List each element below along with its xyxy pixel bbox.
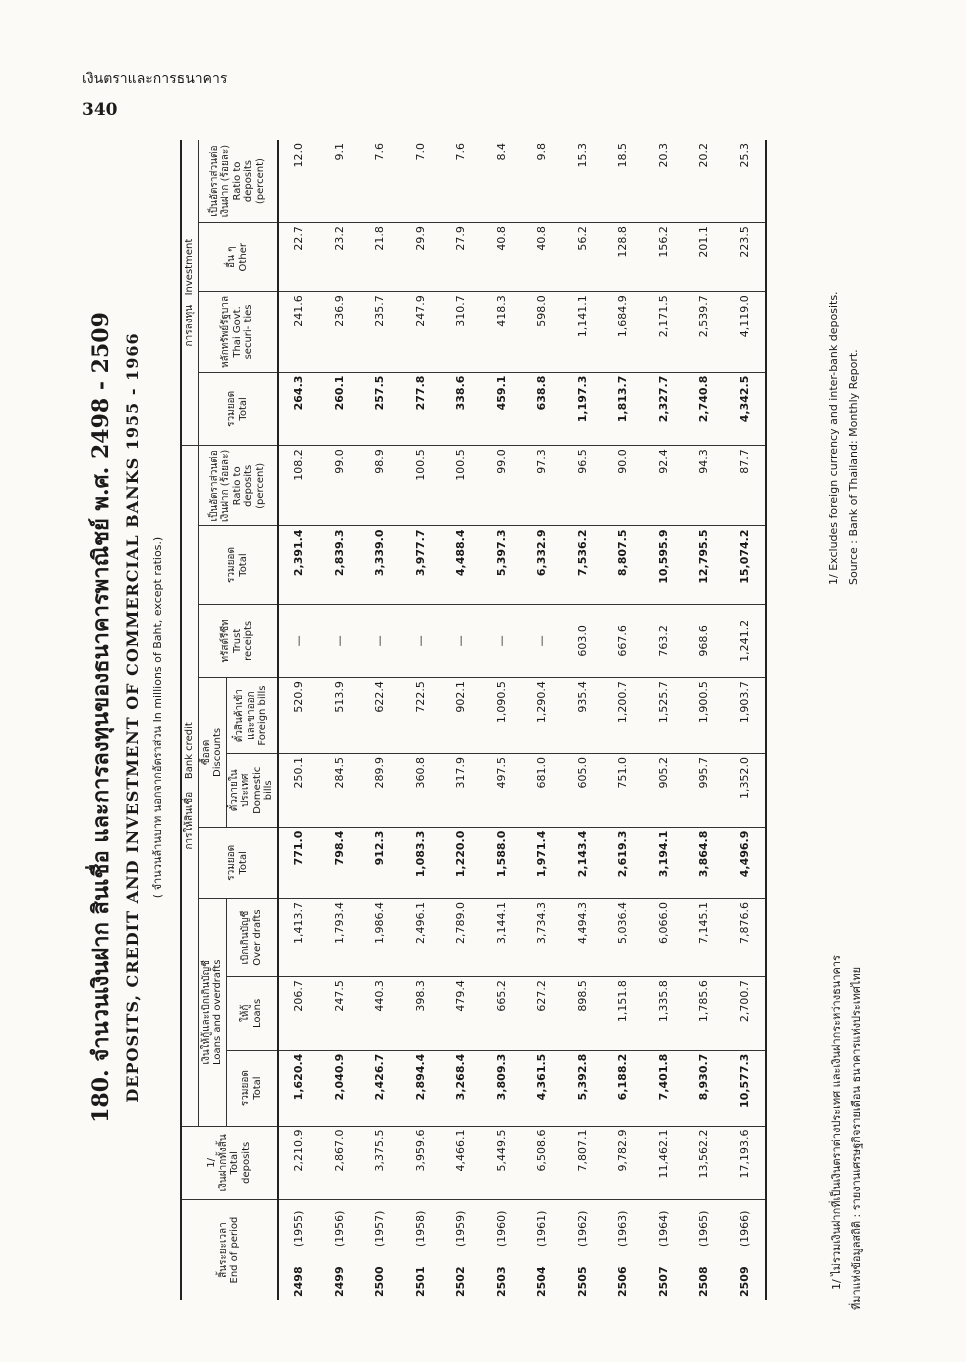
title-block xyxy=(85,125,166,1310)
table-cell-be: 2506 xyxy=(616,1266,630,1297)
header-credit-total: รวมยอด Total xyxy=(198,526,278,604)
table-cell-ad: (1960) xyxy=(494,1210,508,1248)
table-cell-cr: 87.7 xyxy=(724,446,766,526)
header-trust-receipts: ทรัสต์รีซีท Trust receipts xyxy=(198,604,278,678)
table-cell-lt: 10,577.3 xyxy=(724,1050,766,1126)
table-cell-oth: 56.2 xyxy=(562,223,603,292)
table-cell-oth: 27.9 xyxy=(441,223,482,292)
table-cell-trust: — xyxy=(278,604,320,678)
table-cell-gov: 1,684.9 xyxy=(603,292,644,372)
table-row xyxy=(441,140,482,1300)
table-cell-ir: 7.6 xyxy=(360,140,401,223)
table-cell-cr: 100.5 xyxy=(400,446,441,526)
table-cell-cr: 98.9 xyxy=(360,446,401,526)
title-thai: 180. จำนวนเงินฝาก สินเชื่อ และการลงทุนของธนาคารพาณิชย์ พ.ศ. 2498 - 2509 xyxy=(88,312,114,1123)
table-cell-oth: 156.2 xyxy=(643,223,684,292)
table-cell-loans: 1,151.8 xyxy=(603,977,644,1051)
table-cell-gov: 310.7 xyxy=(441,292,482,372)
table-row xyxy=(360,140,401,1300)
table-cell-for: 902.1 xyxy=(441,678,482,754)
table-cell-it: 2,740.8 xyxy=(684,372,725,446)
table-row xyxy=(724,140,766,1300)
table-cell-ir: 20.3 xyxy=(643,140,684,223)
table-cell-trust: 968.6 xyxy=(684,604,725,678)
header-govt-securities: หลักทรัพย์รัฐบาล Thai Govt. securi- ties xyxy=(198,292,278,372)
table-cell-od: 5,036.4 xyxy=(603,899,644,977)
table-cell-cr: 90.0 xyxy=(603,446,644,526)
table-cell-dep: 5,449.5 xyxy=(481,1126,522,1200)
table-cell-dt: 1,588.0 xyxy=(481,827,522,898)
table-cell-loans: 1,335.8 xyxy=(643,977,684,1051)
table-cell-be: 2499 xyxy=(332,1266,346,1297)
table-cell-be: 2502 xyxy=(454,1266,468,1297)
data-table xyxy=(180,140,767,1300)
table-cell-dep: 3,959.6 xyxy=(400,1126,441,1200)
table-cell-ct: 5,397.3 xyxy=(481,526,522,604)
table-cell-ad: (1958) xyxy=(413,1210,427,1248)
table-cell-dom: 905.2 xyxy=(643,754,684,828)
table-cell-ct: 10,595.9 xyxy=(643,526,684,604)
footnote-english-2: Source : Bank of Thailand: Monthly Report. xyxy=(847,349,860,585)
table-cell-dom: 360.8 xyxy=(400,754,441,828)
table-cell-ct: 6,332.9 xyxy=(522,526,563,604)
table-cell-for: 1,900.5 xyxy=(684,678,725,754)
table-cell-be: 2508 xyxy=(697,1266,711,1297)
table-cell-it: 2,327.7 xyxy=(643,372,684,446)
table-cell-dep: 6,508.6 xyxy=(522,1126,563,1200)
table-cell-ct: 2,839.3 xyxy=(319,526,360,604)
table-body xyxy=(278,140,766,1300)
table-cell-od: 1,986.4 xyxy=(360,899,401,977)
table-cell-dt: 2,619.3 xyxy=(603,827,644,898)
table-cell-oth: 40.8 xyxy=(481,223,522,292)
table-cell-gov: 247.9 xyxy=(400,292,441,372)
table-cell-trust: — xyxy=(360,604,401,678)
table-cell-dt: 3,194.1 xyxy=(643,827,684,898)
table-cell-it: 260.1 xyxy=(319,372,360,446)
header-other: อื่น ๆ Other xyxy=(198,223,278,292)
table-cell-oth: 22.7 xyxy=(278,223,320,292)
table-cell-trust: 763.2 xyxy=(643,604,684,678)
table-cell-gov: 235.7 xyxy=(360,292,401,372)
table-row xyxy=(319,140,360,1300)
table-cell-loans: 898.5 xyxy=(562,977,603,1051)
table-cell-ir: 7.6 xyxy=(441,140,482,223)
table-cell-oth: 21.8 xyxy=(360,223,401,292)
table-cell-ad: (1961) xyxy=(535,1210,549,1248)
table-cell-for: 1,525.7 xyxy=(643,678,684,754)
table-cell-dom: 681.0 xyxy=(522,754,563,828)
header-loans-total: รวมยอด Total xyxy=(226,1050,278,1126)
table-cell-lt: 2,894.4 xyxy=(400,1050,441,1126)
table-cell-gov: 1,141.1 xyxy=(562,292,603,372)
table-cell-gov: 4,119.0 xyxy=(724,292,766,372)
table-cell-cr: 97.3 xyxy=(522,446,563,526)
table-cell-oth: 201.1 xyxy=(684,223,725,292)
table-cell-ad: (1963) xyxy=(616,1210,630,1248)
table-cell-ir: 9.1 xyxy=(319,140,360,223)
table-cell-ad: (1957) xyxy=(373,1210,387,1248)
table-cell-it: 638.8 xyxy=(522,372,563,446)
table-cell-ad: (1956) xyxy=(332,1210,346,1248)
table-cell-dep: 17,193.6 xyxy=(724,1126,766,1200)
table-cell-cr: 96.5 xyxy=(562,446,603,526)
table-cell-loans: 1,785.6 xyxy=(684,977,725,1051)
table-cell-trust: — xyxy=(319,604,360,678)
table-cell-gov: 241.6 xyxy=(278,292,320,372)
table-cell-cr: 94.3 xyxy=(684,446,725,526)
table-cell-dom: 751.0 xyxy=(603,754,644,828)
table-cell-dom: 1,352.0 xyxy=(724,754,766,828)
table-cell-ct: 15,074.2 xyxy=(724,526,766,604)
table-cell-loans: 247.5 xyxy=(319,977,360,1051)
table-cell-ct: 2,391.4 xyxy=(278,526,320,604)
header-investment-ratio: เป็นอัตราส่วนต่อเงินฝาก (ร้อยละ) Ratio to deposits (percent) xyxy=(198,140,278,223)
table-cell-lt: 2,040.9 xyxy=(319,1050,360,1126)
footnote-thai-1: 1/ ไม่รวมเงินฝากที่เป็นเงินตราต่างประเทศ และเงินฝากระหว่างธนาคาร xyxy=(830,955,843,1290)
table-cell-it: 4,342.5 xyxy=(724,372,766,446)
table-cell-dt: 1,220.0 xyxy=(441,827,482,898)
table-cell-be: 2509 xyxy=(724,1258,766,1300)
table-cell-od: 1,793.4 xyxy=(319,899,360,977)
table-cell-ir: 8.4 xyxy=(481,140,522,223)
table-cell-od: 1,413.7 xyxy=(278,899,320,977)
table-row xyxy=(562,140,603,1300)
table-cell-trust: 1,241.2 xyxy=(724,604,766,678)
header-credit-ratio: เป็นอัตราส่วนต่อเงินฝาก (ร้อยละ) Ratio to deposits (percent) xyxy=(198,446,278,526)
table-cell-be: 2498 xyxy=(278,1258,320,1300)
table-cell-dt: 4,496.9 xyxy=(724,827,766,898)
table-cell-dep: 11,462.1 xyxy=(643,1126,684,1200)
table-row xyxy=(400,140,441,1300)
table-cell-dep: 4,466.1 xyxy=(441,1126,482,1200)
table-cell-ad: (1965) xyxy=(697,1210,711,1248)
table-cell-be: 2507 xyxy=(656,1266,670,1297)
header-domestic-bills: ตั๋วภายในประเทศ Domestic bills xyxy=(226,754,278,828)
table-cell-dom: 995.7 xyxy=(684,754,725,828)
table-cell-for: 513.9 xyxy=(319,678,360,754)
table-cell-oth: 40.8 xyxy=(522,223,563,292)
table-cell-gov: 2,539.7 xyxy=(684,292,725,372)
table-cell-dt: 3,864.8 xyxy=(684,827,725,898)
table-cell-dep: 2,867.0 xyxy=(319,1126,360,1200)
table-cell-ct: 3,977.7 xyxy=(400,526,441,604)
table-cell-lt: 5,392.8 xyxy=(562,1050,603,1126)
table-cell-dom: 284.5 xyxy=(319,754,360,828)
table-cell-dt: 1,971.4 xyxy=(522,827,563,898)
table-cell-dom: 605.0 xyxy=(562,754,603,828)
table-cell-ad: (1959) xyxy=(454,1210,468,1248)
table-cell-for: 1,290.4 xyxy=(522,678,563,754)
table-cell-for: 1,903.7 xyxy=(724,678,766,754)
table-cell-lt: 6,188.2 xyxy=(603,1050,644,1126)
table-cell-dom: 497.5 xyxy=(481,754,522,828)
table-cell-ad: (1962) xyxy=(575,1210,589,1248)
table-cell-od: 3,734.3 xyxy=(522,899,563,977)
table-cell-dt: 2,143.4 xyxy=(562,827,603,898)
table-row xyxy=(522,140,563,1300)
table-cell-it: 338.6 xyxy=(441,372,482,446)
table-cell-od: 7,876.6 xyxy=(724,899,766,977)
table-cell-be: 2500 xyxy=(373,1266,387,1297)
table-row xyxy=(481,140,522,1300)
table-cell-od: 2,496.1 xyxy=(400,899,441,977)
table-cell-for: 722.5 xyxy=(400,678,441,754)
table-cell-gov: 2,171.5 xyxy=(643,292,684,372)
table-cell-loans: 206.7 xyxy=(278,977,320,1051)
table-cell-be: 2505 xyxy=(575,1266,589,1297)
table-cell-dep: 9,782.9 xyxy=(603,1126,644,1200)
header-period: สิ้นระยะเวลา End of period xyxy=(181,1200,278,1300)
table-cell-it: 277.8 xyxy=(400,372,441,446)
rotated-table-page xyxy=(85,125,885,1310)
table-cell-od: 6,066.0 xyxy=(643,899,684,977)
table-cell-loans: 665.2 xyxy=(481,977,522,1051)
header-discount-total: รวมยอด Total xyxy=(198,827,278,898)
page-number: 340 xyxy=(82,100,118,120)
footnote-thai-2: ที่มาแห่งข้อมูลสถิติ : รายงานเศรษฐกิจรายเดือน ธนาคารแห่งประเทศไทย xyxy=(850,966,863,1310)
table-cell-it: 1,197.3 xyxy=(562,372,603,446)
table-cell-ir: 25.3 xyxy=(724,140,766,223)
table-cell-loans: 440.3 xyxy=(360,977,401,1051)
table-cell-ct: 7,536.2 xyxy=(562,526,603,604)
table-row xyxy=(684,140,725,1300)
table-cell-be: 2504 xyxy=(535,1266,549,1297)
table-cell-trust: — xyxy=(441,604,482,678)
table-cell-for: 622.4 xyxy=(360,678,401,754)
header-total-deposits: 1/ เงินฝากทั้งสิ้น Total deposits xyxy=(181,1126,278,1200)
table-cell-lt: 4,361.5 xyxy=(522,1050,563,1126)
table-cell-cr: 99.0 xyxy=(481,446,522,526)
table-cell-ct: 8,807.5 xyxy=(603,526,644,604)
table-cell-dep: 13,562.2 xyxy=(684,1126,725,1200)
table-cell-dt: 1,083.3 xyxy=(400,827,441,898)
table-cell-it: 1,813.7 xyxy=(603,372,644,446)
table-cell-dom: 317.9 xyxy=(441,754,482,828)
table-cell-od: 7,145.1 xyxy=(684,899,725,977)
table-cell-lt: 8,930.7 xyxy=(684,1050,725,1126)
table-cell-oth: 23.2 xyxy=(319,223,360,292)
table-cell-trust: — xyxy=(522,604,563,678)
running-head: เงินตราและการธนาคาร xyxy=(82,71,228,87)
header-bank-credit: การให้สินเชื่อ Bank credit xyxy=(181,446,198,1126)
table-cell-gov: 598.0 xyxy=(522,292,563,372)
header-overdrafts: เบิกเกินบัญชี Over drafts xyxy=(226,899,278,977)
table-header xyxy=(181,140,278,1300)
table-cell-lt: 3,809.3 xyxy=(481,1050,522,1126)
table-cell-ir: 12.0 xyxy=(278,140,320,223)
table-cell-be: 2503 xyxy=(494,1266,508,1297)
header-foreign-bills: ตั๋วสินค้าเข้าและขาออก Foreign bills xyxy=(226,678,278,754)
table-cell-dt: 771.0 xyxy=(278,827,320,898)
table-cell-for: 520.9 xyxy=(278,678,320,754)
table-cell-od: 2,789.0 xyxy=(441,899,482,977)
table-cell-ad: (1964) xyxy=(656,1210,670,1248)
table-cell-it: 264.3 xyxy=(278,372,320,446)
table-cell-od: 4,494.3 xyxy=(562,899,603,977)
table-cell-oth: 223.5 xyxy=(724,223,766,292)
header-discounts: ซื้อลด Discounts xyxy=(198,678,226,827)
footnote-english-1: 1/ Excludes foreign currency and inter-bank deposits. xyxy=(827,291,840,585)
table-cell-trust: 603.0 xyxy=(562,604,603,678)
table-cell-trust: — xyxy=(400,604,441,678)
table-cell-gov: 236.9 xyxy=(319,292,360,372)
header-investment-total: รวมยอด Total xyxy=(198,372,278,446)
table-cell-dep: 2,210.9 xyxy=(278,1126,320,1200)
table-cell-loans: 627.2 xyxy=(522,977,563,1051)
title-english: DEPOSITS, CREDIT AND INVESTMENT OF COMMERCIAL BANKS 1955 - 1966 xyxy=(123,332,142,1103)
table-cell-dt: 798.4 xyxy=(319,827,360,898)
table-cell-loans: 479.4 xyxy=(441,977,482,1051)
table-cell-for: 1,200.7 xyxy=(603,678,644,754)
table-cell-lt: 3,268.4 xyxy=(441,1050,482,1126)
table-cell-loans: 2,700.7 xyxy=(724,977,766,1051)
table-cell-lt: 1,620.4 xyxy=(278,1050,320,1126)
table-cell-ir: 7.0 xyxy=(400,140,441,223)
table-cell-ir: 15.3 xyxy=(562,140,603,223)
table-cell-trust: 667.6 xyxy=(603,604,644,678)
table-cell-ad: (1966) xyxy=(724,1200,766,1258)
table-cell-cr: 99.0 xyxy=(319,446,360,526)
table-cell-ct: 4,488.4 xyxy=(441,526,482,604)
table-cell-oth: 29.9 xyxy=(400,223,441,292)
table-cell-for: 1,090.5 xyxy=(481,678,522,754)
table-cell-ir: 20.2 xyxy=(684,140,725,223)
table-cell-dep: 7,807.1 xyxy=(562,1126,603,1200)
table-cell-oth: 128.8 xyxy=(603,223,644,292)
table-cell-dt: 912.3 xyxy=(360,827,401,898)
table-cell-be: 2501 xyxy=(413,1266,427,1297)
table-cell-od: 3,144.1 xyxy=(481,899,522,977)
table-cell-trust: — xyxy=(481,604,522,678)
table-cell-for: 935.4 xyxy=(562,678,603,754)
table-cell-loans: 398.3 xyxy=(400,977,441,1051)
table-cell-ir: 18.5 xyxy=(603,140,644,223)
unit-note: ( จำนวนล้านบาท นอกจากอัตราส่วน In millions of Baht, except ratios.) xyxy=(151,536,164,899)
table-cell-ad: (1955) xyxy=(278,1200,320,1258)
table-cell-it: 257.5 xyxy=(360,372,401,446)
table-cell-dom: 289.9 xyxy=(360,754,401,828)
table-cell-lt: 2,426.7 xyxy=(360,1050,401,1126)
table-row xyxy=(643,140,684,1300)
table-cell-cr: 100.5 xyxy=(441,446,482,526)
table-cell-ir: 9.8 xyxy=(522,140,563,223)
table-cell-ct: 12,795.5 xyxy=(684,526,725,604)
table-cell-cr: 92.4 xyxy=(643,446,684,526)
table-cell-it: 459.1 xyxy=(481,372,522,446)
table-row xyxy=(278,140,320,1300)
header-loans-overdrafts: เงินให้กู้และเบิกเกินบัญชี Loans and overdrafts xyxy=(198,899,226,1127)
table-cell-dep: 3,375.5 xyxy=(360,1126,401,1200)
header-investment: การลงทุน Investment xyxy=(181,140,198,446)
table-cell-ct: 3,339.0 xyxy=(360,526,401,604)
table-cell-gov: 418.3 xyxy=(481,292,522,372)
header-loans: ให้กู้ Loans xyxy=(226,977,278,1051)
table-cell-cr: 108.2 xyxy=(278,446,320,526)
table-row xyxy=(603,140,644,1300)
table-cell-lt: 7,401.8 xyxy=(643,1050,684,1126)
table-cell-dom: 250.1 xyxy=(278,754,320,828)
